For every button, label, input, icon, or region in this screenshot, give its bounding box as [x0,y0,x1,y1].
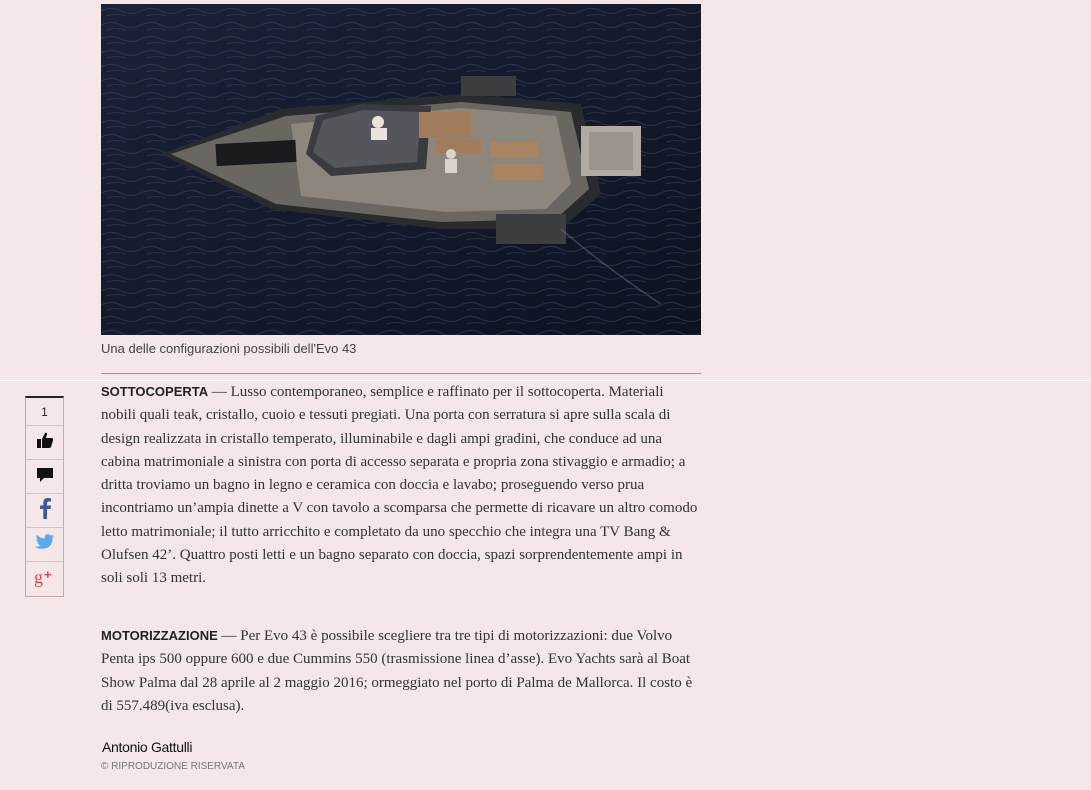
article-photo [101,4,701,335]
photo-caption: Una delle configurazioni possibili dell'Evo 43 [101,341,357,356]
google-plus-share-button[interactable] [26,562,63,596]
article-paragraph [101,380,701,591]
section-lead: SOTTOCOPERTA [101,384,209,399]
caption-divider [101,373,701,374]
copyright-notice: © RIPRODUZIONE RISERVATA [101,761,245,772]
section-lead: MOTORIZZAZIONE [101,628,218,643]
thumbs-up-icon [36,431,54,454]
author-name[interactable]: Antonio Gattulli [102,739,193,755]
twitter-icon [35,533,55,556]
like-button[interactable] [26,426,63,460]
social-share-bar [25,396,64,597]
svg-text:g: g [33,566,43,587]
comment-icon [36,465,54,488]
paragraph-text: — Lusso contemporaneo, semplice e raffinato per il sottocoperta. Materiali nobili quali teak, cristallo, cuoio e tessuti pregiati. Una porta con serratura si apre sulla scala di design realizzata in cristallo temperato, illuminabile e dagli ampi gradini, che conduce ad una cabina matrimoniale a sinistra con porta di accesso separata e propria zona stivaggio e armadio; a dritta troviamo un bagno in legno e ceramica con doccia e lavabo; proseguendo verso prua incontriamo un’ampia dinette a V con tavolo a scomparsa che permette di ricavare un altro comodo letto matrimoniale; il tutto arricchito e completato da uno specchio che integra una TV Bang & Olufsen 42’. Quattro posti letti e un bagno separato con doccia, spazi sorprendentemente ampi in soli soli 13 metri. [101,384,698,587]
twitter-share-button[interactable] [26,528,63,562]
svg-text:+: + [43,566,52,582]
paragraph-text: — Per Evo 43 è possibile scegliere tra tre tipi di motorizzazioni: due Volvo Penta ips 500 oppure 600 e due Cummins 550 (trasmissione linea d’asse). Evo Yachts sarà al Boat Show Palma dal 28 aprile al 2 maggio 2016; ormeggiato nel porto di Palma de Mallorca. Il costo è di 557.489(iva esclusa). [101,628,693,714]
like-count: 1 [26,398,63,426]
facebook-icon [38,497,52,524]
facebook-share-button[interactable] [26,494,63,528]
article-paragraph [101,624,701,718]
comment-button[interactable] [26,460,63,494]
google-plus-icon [34,567,56,592]
